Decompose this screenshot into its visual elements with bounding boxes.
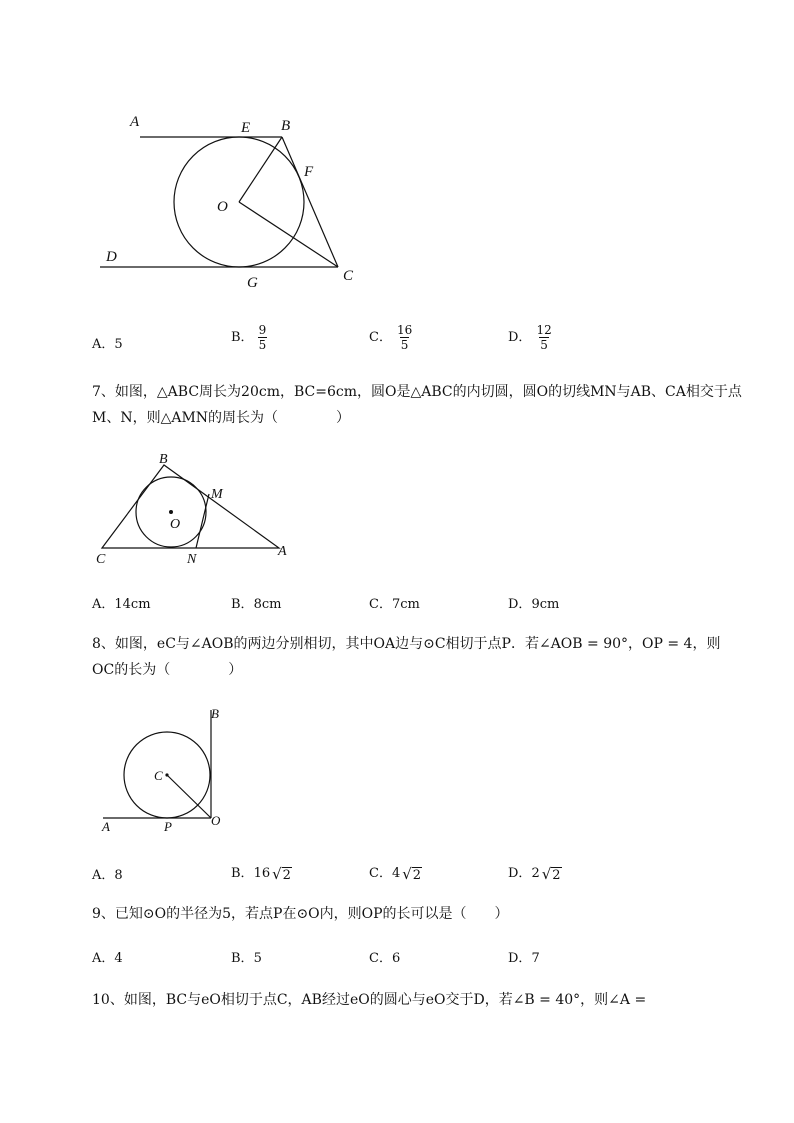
q7-option-c: C．7cm xyxy=(369,597,420,612)
q8-option-b: B．16 √2 xyxy=(231,864,291,883)
label-a: A xyxy=(102,819,110,834)
label-g: G xyxy=(247,275,258,291)
center-point-o xyxy=(169,510,173,514)
center-point-c xyxy=(165,773,168,776)
q7-figure xyxy=(92,448,292,570)
q7-text-line2: M、N，则△AMN的周长为（ ） xyxy=(92,410,351,426)
label-a: A xyxy=(278,544,287,559)
label-b: B xyxy=(281,118,291,134)
segment-bc xyxy=(282,137,338,267)
q9-option-a: A．4 xyxy=(92,951,123,966)
q9-option-b: B．5 xyxy=(231,951,262,966)
label-o: O xyxy=(170,517,181,532)
q6-option-b: B． $\frac{9}{5}$ xyxy=(231,323,267,352)
label-a: A xyxy=(130,114,140,130)
label-c: C xyxy=(154,768,163,783)
q6-option-a: A．5 xyxy=(92,337,123,352)
q7-option-a: A．14cm xyxy=(92,597,151,612)
q6-figure xyxy=(95,110,375,300)
q8-option-c: C．4 √2 xyxy=(369,864,422,883)
tangent-mn xyxy=(196,494,209,548)
label-n: N xyxy=(187,552,197,567)
q6-option-c: C． $\frac{16}{5}$ xyxy=(369,323,413,352)
q7-option-b: B．8cm xyxy=(231,597,282,612)
label-e: E xyxy=(241,120,251,136)
label-c: C xyxy=(343,268,354,284)
label-p: P xyxy=(164,819,172,834)
segment-ob xyxy=(239,137,282,202)
q6-option-d: D． $\frac{12}{5}$ xyxy=(508,323,552,352)
q10-text: 10、如图，BC与eO相切于点C，AB经过eO的圆心与eO交于D，若∠B = 40°，则∠A = xyxy=(92,992,647,1008)
label-o: O xyxy=(211,813,221,828)
triangle-abc xyxy=(102,465,279,548)
label-m: M xyxy=(211,487,223,502)
label-b: B xyxy=(211,706,219,721)
q9-option-d: D．7 xyxy=(508,951,540,966)
label-f: F xyxy=(304,164,314,180)
q8-option-d: D．2 √2 xyxy=(508,864,561,883)
q9-text: 9、已知⊙O的半径为5，若点P在⊙O内，则OP的长可以是（ ） xyxy=(92,906,509,922)
q7-option-d: D．9cm xyxy=(508,597,560,612)
q8-text-line1: 8、如图，eC与∠AOB的两边分别相切，其中OA边与⊙C相切于点P．若∠AOB = 90°，OP = 4，则 xyxy=(92,636,721,652)
label-d: D xyxy=(106,249,117,265)
q9-option-c: C．6 xyxy=(369,951,401,966)
q8-option-a: A．8 xyxy=(92,868,123,883)
label-o: O xyxy=(217,199,228,215)
q7-text-line1: 7、如图，△ABC周长为20cm，BC=6cm，圆O是△ABC的内切圆，圆O的切线MN与AB、CA相交于点 xyxy=(92,384,742,400)
segment-oc xyxy=(239,202,338,267)
label-c: C xyxy=(96,552,106,567)
q8-text-line2: OC的长为（ ） xyxy=(92,662,243,678)
q8-figure xyxy=(95,700,235,835)
label-b: B xyxy=(159,452,168,467)
